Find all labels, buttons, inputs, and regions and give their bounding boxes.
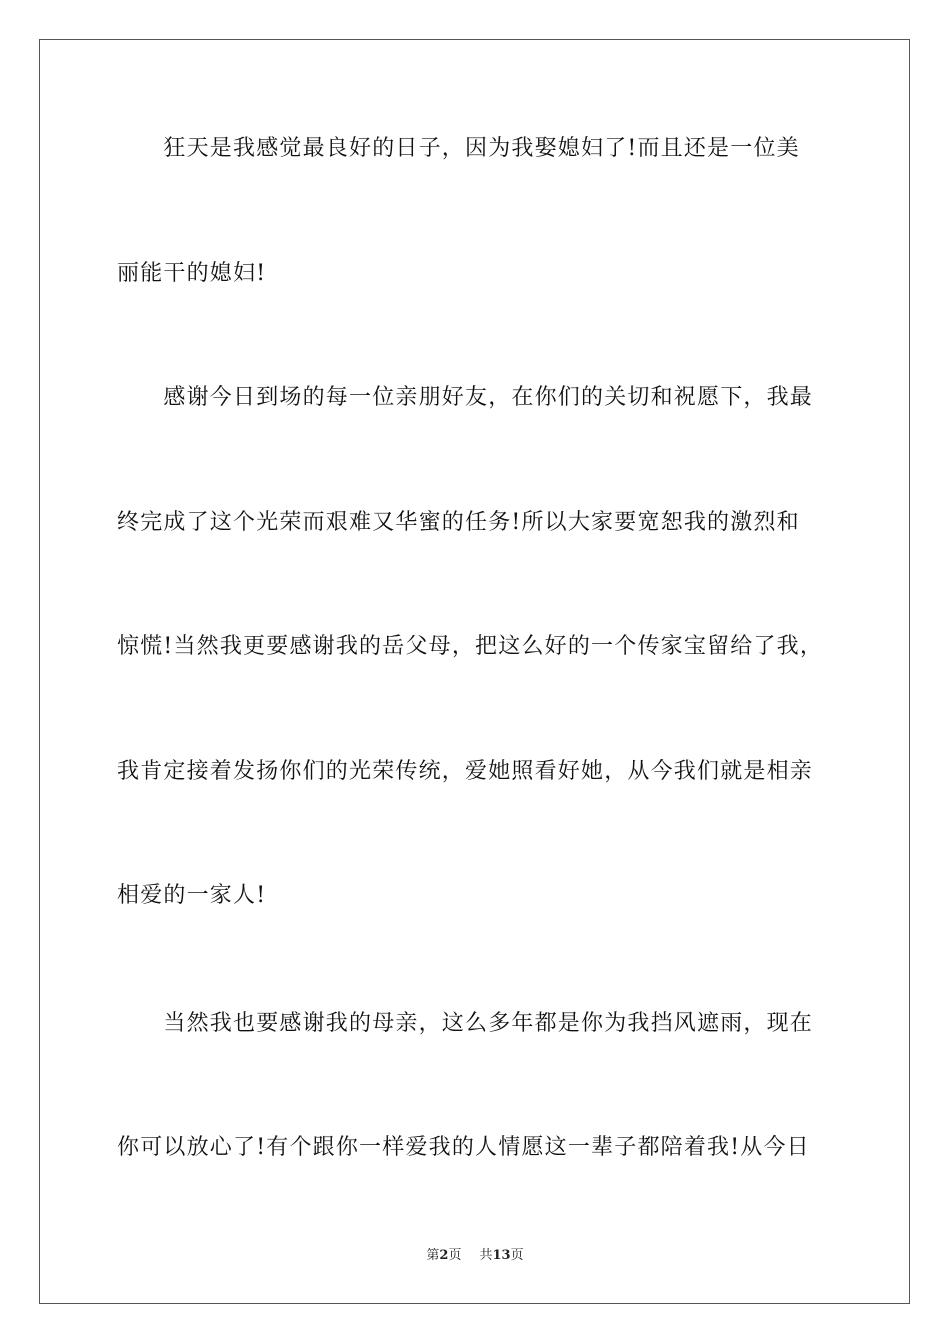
page-prefix: 第	[426, 1248, 440, 1263]
page-footer	[0, 1247, 950, 1265]
body-line: 惊慌!当然我更要感谢我的岳父母，把这么好的一个传家宝留给了我，	[117, 634, 824, 659]
body-line: 丽能干的媳妇!	[117, 261, 267, 286]
body-line: 终完成了这个光荣而艰难又华蜜的任务!所以大家要宽恕我的激烈和	[117, 510, 800, 535]
body-line: 相爱的一家人!	[117, 883, 267, 908]
total-prefix: 共	[479, 1248, 493, 1263]
page-suffix: 页	[448, 1248, 462, 1263]
body-line: 感谢今日到场的每一位亲朋好友，在你们的关切和祝愿下，我最	[117, 385, 814, 410]
page-number: 2	[439, 1248, 449, 1263]
total-suffix: 页	[510, 1248, 524, 1263]
body-line: 当然我也要感谢我的母亲，这么多年都是你为我挡风遮雨，现在	[117, 1011, 814, 1036]
total-pages: 13	[492, 1248, 511, 1263]
body-line: 我肯定接着发扬你们的光荣传统，爱她照看好她，从今我们就是相亲	[117, 759, 814, 784]
body-line: 狂天是我感觉最良好的日子，因为我娶媳妇了!而且还是一位美	[117, 136, 800, 161]
body-line: 你可以放心了!有个跟你一样爱我的人情愿这一辈子都陪着我!从今日	[117, 1135, 810, 1160]
page-border	[39, 39, 910, 1304]
